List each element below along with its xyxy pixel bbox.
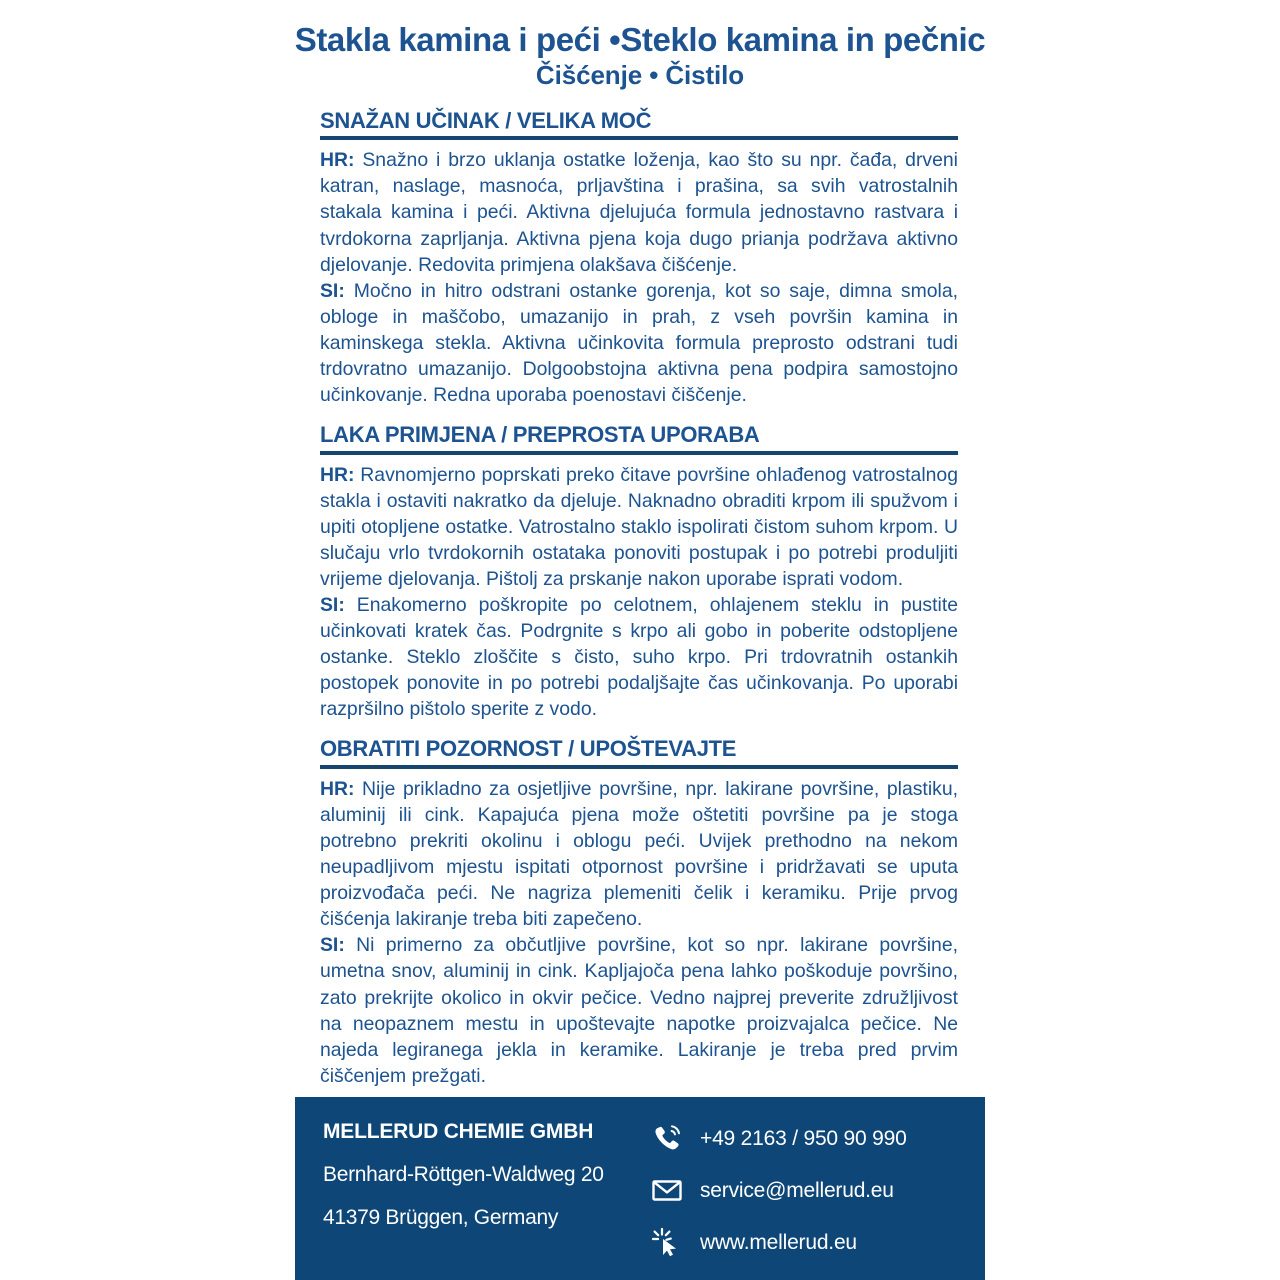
paragraph-text: Snažno i brzo uklanja ostatke loženja, kao što su npr. čađa, drveni katran, naslage, masnoća, prljavština i prašina, sa svih vatrostalnih stakala kamina i peći. Aktivna djelujuća formula jednostavno rastvara i tvrdokorna zaprljanja. Aktivna pjena koja dugo prianja podržava aktivno djelovanje. Redovita primjena olakšava čišćenje. xyxy=(320,149,958,276)
footer-contact-column xyxy=(650,1121,985,1280)
footer-layout xyxy=(295,1121,985,1280)
company-address-line-2: 41379 Brüggen, Germany xyxy=(323,1206,559,1229)
section-heading: SNAŽAN UČINAK / VELIKA MOČ xyxy=(320,108,652,133)
footer-contact-bar xyxy=(295,1097,985,1280)
email-address: service@mellerud.eu xyxy=(700,1178,894,1202)
title-block xyxy=(0,22,1280,89)
paragraph-si xyxy=(320,932,958,1089)
contact-website-row[interactable] xyxy=(650,1225,985,1259)
section-strong-effect xyxy=(320,108,958,408)
website-url: www.mellerud.eu xyxy=(700,1230,857,1254)
paragraph-text: Ni primerno za občutljive površine, kot so npr. lakirane površine, umetna snov, aluminij in cink. Kapljajoča pena lahko poškoduje površino, zato prekrijte okolico in okvir pečice. Vedno najprej preverite združljivost na neopaznem mestu in upoštevajte napotke proizvajalca pečice. Ne najeda legiranega jekla in keramike. Lakiranje je treba pred prvim čiščenjem prežgati. xyxy=(320,934,958,1087)
section-easy-application xyxy=(320,422,958,722)
paragraph-hr xyxy=(320,462,958,592)
paragraph-hr xyxy=(320,147,958,277)
language-tag-hr: HR: xyxy=(320,777,355,800)
footer-company-column xyxy=(295,1121,650,1280)
section-heading: OBRATITI POZORNOST / UPOŠTEVAJTE xyxy=(320,736,737,762)
page-subtitle: Čišćenje • Čistilo xyxy=(535,59,745,90)
section-spacer xyxy=(320,722,958,736)
paragraph-text: Močno in hitro odstrani ostanke gorenja, kot so saje, dimna smola, obloge in maščobo, umazanijo in prah, z vseh površin kamina in kaminskega stekla. Aktivna učinkovita formula preprosto odstrani tudi trdovratno umazanijo. Dolgoobstojna aktivna pena podpira samostojno učinkovanje. Redna uporaba poenostavi čiščenje. xyxy=(320,279,958,407)
section-divider xyxy=(320,136,958,140)
paragraph-si xyxy=(320,278,958,408)
paragraph-text: Nije prikladno za osjetljive površine, npr. lakirane površine, plastiku, aluminij ili cink. Kapajuća pjena može oštetiti površine pa je stoga potrebno prekriti okolinu i oblogu peći. Uvijek prethodno na nekom neupadljivom mjestu ispitati otpornost površine i pridržavati se uputa proizvođača peći. Ne nagriza plemeniti čelik i keramiku. Prije prvog čišćenja lakiranje treba biti zapečeno. xyxy=(320,777,958,931)
section-precautions xyxy=(320,736,958,1088)
click-cursor-icon xyxy=(650,1225,684,1259)
paragraph-text: Ravnomjerno poprskati preko čitave površine ohlađenog vatrostalnog stakla i ostaviti nakratko da djeluje. Naknadno obraditi krpom ili spužvom i upiti otopljene ostatke. Vatrostalno staklo ispolirati čistom suhom krpom. U slučaju vrlo tvrdokornih ostataka ponoviti postupak i po potrebi produljiti vrijeme djelovanja. Pištolj za prskanje nakon uporabe isprati vodom. xyxy=(320,463,958,590)
section-divider xyxy=(320,451,958,455)
paragraph-text: Enakomerno poškropite po celotnem, ohlajenem steklu in pustite učinkovati kratek čas. Podrgnite s krpo ali gobo in poberite odstopljene ostanke. Steklo zloščite s čisto, suho krpo. Pri trdovratnih ostankih postopek ponovite in po potrebi podaljšajte čas učinkovanja. Po uporabi razpršilno pištolo sperite z vodo. xyxy=(320,594,958,721)
language-tag-si: SI: xyxy=(320,934,345,957)
label-content xyxy=(320,108,958,1129)
language-tag-si: SI: xyxy=(320,279,345,302)
company-address-line-1: Bernhard-Röttgen-Waldweg 20 xyxy=(323,1163,604,1186)
paragraph-hr xyxy=(320,776,958,933)
section-spacer xyxy=(320,408,958,422)
section-divider xyxy=(320,765,958,769)
phone-number: +49 2163 / 950 90 990 xyxy=(700,1126,907,1150)
envelope-icon xyxy=(650,1173,684,1207)
phone-icon xyxy=(650,1121,684,1155)
company-name: MELLERUD CHEMIE GMBH xyxy=(323,1120,594,1143)
language-tag-si: SI: xyxy=(320,594,345,616)
contact-email-row[interactable] xyxy=(650,1173,985,1207)
paragraph-si xyxy=(320,592,958,722)
contact-phone-row[interactable] xyxy=(650,1121,985,1155)
section-heading: LAKA PRIMJENA / PREPROSTA UPORABA xyxy=(320,422,760,448)
language-tag-hr: HR: xyxy=(320,463,355,486)
language-tag-hr: HR: xyxy=(320,149,355,172)
page-title: Stakla kamina i peći •Steklo kamina in pečnic xyxy=(294,21,986,58)
